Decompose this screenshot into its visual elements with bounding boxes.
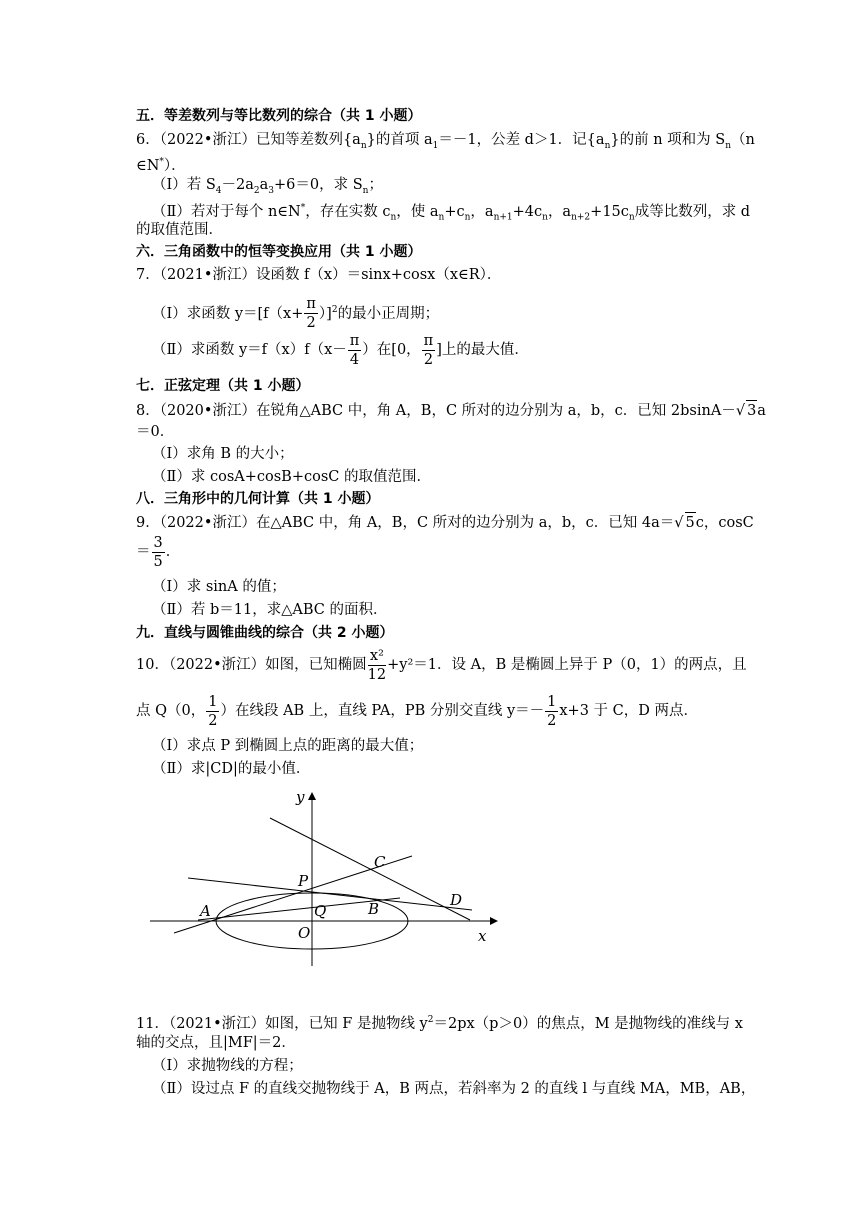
label-a: A [200, 902, 211, 920]
denominator: 2 [306, 315, 316, 332]
problem-7-line-1 [136, 265, 501, 285]
text: ，a [547, 203, 572, 220]
problem-10-part-1: （Ⅰ）求点 P 到椭圆上点的距离的最大值； [152, 738, 424, 754]
problem-number: 10． [136, 657, 169, 673]
problem-number: 6． [136, 132, 160, 148]
section-heading-9: 九．直线与圆锥曲线的综合（共 2 小题） [136, 625, 394, 641]
text: +4c [512, 203, 543, 220]
text: a [259, 177, 269, 193]
problem-8-part-1: （Ⅰ）求角 B 的大小； [152, 446, 294, 462]
text: x+3 于 C，D 两点． [559, 703, 698, 719]
label-b: B [368, 900, 380, 918]
problem-8-line-1: 8．（2020•浙江）在锐角△ABC 中，角 A，B，C 所对的边分别为 a，b，c．已知 2bsinA－√ 3a [136, 400, 766, 421]
fraction [348, 332, 362, 369]
text: 如图，已知 F 是抛物线 y [265, 1015, 428, 1032]
label-c: C [374, 853, 386, 871]
text: 在锐角△ABC 中，角 A，B，C 所对的边分别为 a，b，c．已知 2bsinA－ [255, 403, 736, 419]
problem-number: 11． [136, 1015, 169, 1032]
numerator: 1 [547, 693, 557, 710]
problem-source: （2022•浙江） [168, 657, 266, 673]
label-x: x [478, 927, 487, 945]
label-q: Q [314, 902, 327, 920]
problem-7-part-1: （Ⅰ）求函数 y＝[f（x+ $\frac{\pi}{2}$ ）]$^2$的最小正周期； [152, 296, 440, 332]
problem-source: （2022•浙江） [159, 132, 256, 148]
text: +y²＝1．设 A，B 是椭圆上异于 P（0，1）的两点，且 [387, 657, 747, 673]
label-o: O [298, 924, 311, 942]
problem-11-part-2: （Ⅱ）设过点 F 的直线交抛物线于 A，B 两点，若斜率为 2 的直线 l 与直线 MA，MB，AB， [152, 1081, 756, 1097]
text: ． [165, 544, 181, 560]
denominator: 2 [547, 712, 557, 729]
text: 点 Q（0， [136, 703, 206, 719]
text: （Ⅱ）求函数 y＝f（x）f（x－ [152, 342, 347, 358]
denominator: 12 [367, 666, 387, 683]
text: ＝－1，公差 d＞1．记{a [438, 132, 605, 148]
numerator: 1 [208, 693, 218, 710]
denominator: 2 [423, 351, 434, 368]
section-heading-6: 六．三角函数中的恒等变换应用（共 1 小题） [136, 244, 422, 260]
text: 设函数 f（x）＝sinx+cosx（x∈R）． [255, 267, 502, 283]
problem-11-line-1: 11．（2021•浙江）如图，已知 F 是抛物线 $y^2=2px(p>0)$的焦点，M 是抛物线的准线与 x [136, 1015, 743, 1032]
text: +6＝0，求 S [274, 177, 363, 193]
fraction [304, 295, 318, 332]
text: }的首项 a [366, 132, 433, 148]
label-d: D [450, 891, 463, 909]
numerator: x² [368, 647, 386, 666]
text: 的最小正周期； [337, 305, 440, 322]
label-y: y [296, 788, 305, 806]
problem-9-line-2 [136, 532, 180, 572]
ellipse-figure [150, 786, 500, 968]
text: ]上的最大值． [436, 342, 529, 358]
text: ）在[0， [362, 342, 421, 358]
problem-10-line-2 [136, 691, 698, 731]
problem-source: （2021•浙江） [159, 267, 256, 283]
section-heading-5: 五．等差数列与等比数列的综合（共 1 小题） [136, 108, 422, 124]
problem-6-line-2: ∈N*）． [136, 157, 186, 174]
problem-number: 9． [136, 515, 160, 531]
text: +15c [590, 203, 629, 220]
problem-source: （2021•浙江） [168, 1015, 266, 1032]
text: ∈N [136, 157, 160, 174]
problem-9-part-1: （Ⅰ）求 sinA 的值； [152, 579, 286, 595]
denominator: 5 [153, 553, 163, 570]
text: }的前 n 项和为 S [610, 132, 726, 148]
problem-8-line-2: ＝0． [136, 424, 175, 440]
fraction [545, 693, 558, 730]
text: 成等比数列，求 d [634, 203, 751, 220]
numerator: π [349, 332, 360, 349]
problem-number: 8． [136, 403, 160, 419]
text: 在△ABC 中，角 A，B，C 所对的边分别为 a，b，c．已知 4a＝ [255, 515, 675, 531]
text: c，cosC [695, 515, 754, 531]
text: （Ⅰ）若 S [152, 177, 216, 193]
numerator: π [306, 296, 316, 313]
text: ，存在实数 c [305, 203, 391, 220]
problem-11-part-1: （Ⅰ）求抛物线的方程； [152, 1058, 303, 1074]
problem-11-line-2: 轴的交点，且|MF|＝2． [136, 1035, 296, 1051]
text: ； [368, 177, 383, 193]
problem-number: 7． [136, 267, 160, 283]
problem-6-part-2: （Ⅱ）若对于每个 n∈N*，存在实数 $c_n$，使 $a_n+c_n$，$a_{n+1}+4c_n$，$a_{n+2}+15c_n$成等比数列，求 d [152, 203, 751, 223]
text: ，使 a [396, 203, 439, 220]
text: ）． [163, 157, 186, 174]
label-p: P [298, 872, 309, 890]
text: ）] [318, 305, 332, 322]
text: +c [444, 203, 465, 220]
problem-6-line-1: 6．（2022•浙江）已知等差数列$\{a_n\}$的首项 $a_1=-1$，公差 d＞1．记$\{a_n\}$的前 n 项和为 $S_n(n$ [136, 132, 755, 151]
fraction [368, 647, 386, 684]
problem-9-part-2: （Ⅱ）若 b＝11，求△ABC 的面积． [152, 602, 388, 618]
text: a [757, 403, 766, 419]
problem-8-part-2: （Ⅱ）求 cosA+cosB+cosC 的取值范围． [152, 469, 431, 485]
sqrt-radicand: 3 [746, 400, 757, 421]
text: 如图，已知椭圆 [265, 657, 367, 673]
text: （Ⅰ）求函数 y＝[f（x+ [152, 305, 304, 322]
numerator: π [423, 332, 434, 349]
denominator: 2 [208, 712, 218, 729]
sqrt-radicand: 5 [685, 512, 696, 533]
problem-6-part-2-cont: 的取值范围． [136, 222, 223, 238]
text: ，a [470, 203, 494, 220]
text: （n [730, 132, 755, 148]
problem-source: （2022•浙江） [159, 515, 256, 531]
y-axis-arrow-icon [308, 792, 316, 800]
section-heading-7: 七．正弦定理（共 1 小题） [136, 378, 310, 394]
text: ＝ [136, 544, 151, 560]
fraction [152, 534, 165, 571]
text: （Ⅱ）若对于每个 n∈N [152, 203, 301, 220]
x-axis-arrow-icon [490, 917, 498, 925]
fraction [206, 693, 219, 730]
problem-10-line-1 [136, 645, 747, 685]
text: ）在线段 AB 上，直线 PA，PB 分别交直线 y＝－ [220, 703, 545, 719]
text: ＝2px（p＞0）的焦点，M 是抛物线的准线与 x [433, 1015, 743, 1032]
text: －2a [221, 177, 254, 193]
section-heading-8: 八．三角形中的几何计算（共 1 小题） [136, 491, 380, 507]
problem-9-line-1: 9．（2022•浙江）在△ABC 中，角 A，B，C 所对的边分别为 a，b，c．已知 4a＝√ 5c，cosC [136, 512, 754, 533]
problem-source: （2020•浙江） [159, 403, 256, 419]
problem-10-part-2: （Ⅱ）求|CD|的最小值． [152, 761, 311, 777]
denominator: 4 [349, 351, 360, 368]
text: 已知等差数列{a [255, 132, 361, 148]
problem-6-part-1: （Ⅰ）若 $S_4-2a_2a_3+6=0$，求 $S_n$； [152, 177, 383, 196]
fraction [422, 332, 436, 369]
numerator: 3 [153, 534, 163, 551]
problem-7-part-2 [152, 330, 529, 370]
